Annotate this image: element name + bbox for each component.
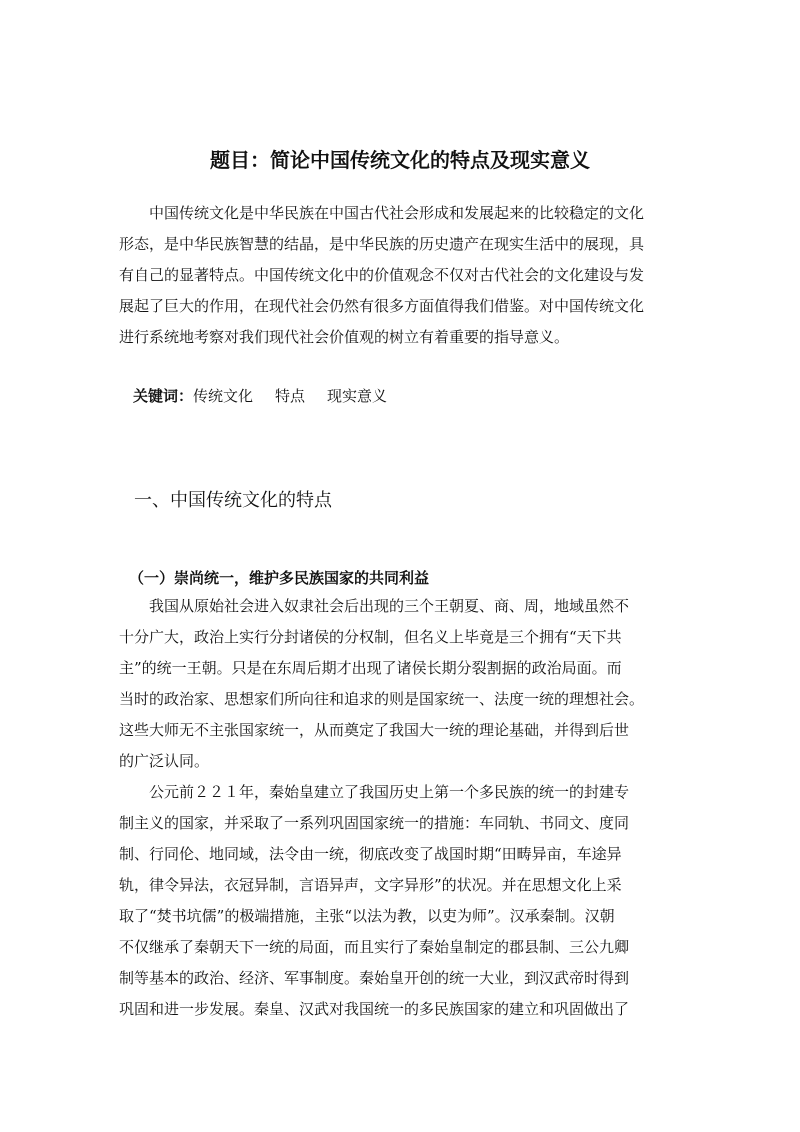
- body-line: 的广泛认同。: [119, 752, 210, 770]
- body-line: 制主义的国家，并采取了一系列巩固国家统一的措施：车同轨、书同文、度同: [119, 814, 630, 832]
- keyword-item: 特点: [275, 387, 306, 405]
- body-line: 这些大师无不主张国家统一，从而奠定了我国大一统的理论基础，并得到后世: [119, 721, 630, 739]
- abstract-line: 中国传统文化是中华民族在中国古代社会形成和发展起来的比较稳定的文化: [149, 204, 645, 222]
- body-line: 公元前２２１年，秦始皇建立了我国历史上第一个多民族的统一的封建专: [149, 783, 630, 801]
- body-line: 制等基本的政治、经济、军事制度。秦始皇开创的统一大业，到汉武帝时得到: [119, 969, 630, 987]
- keywords-line: [133, 384, 409, 408]
- body-line: 当时的政治家、思想家们所向往和追求的则是国家统一、法度一统的理想社会。: [119, 690, 645, 708]
- abstract-line: 有自己的显著特点。中国传统文化中的价值观念不仅对古代社会的文化建设与发: [119, 266, 645, 284]
- body-line: 制、行同伦、地同域，法令由一统，彻底改变了战国时期“田畴异亩，车途异: [119, 845, 622, 863]
- body-line: 不仅继承了秦朝天下一统的局面，而且实行了秦始皇制定的郡县制、三公九卿: [119, 938, 630, 956]
- document-title: 题目：简论中国传统文化的特点及现实意义: [210, 148, 590, 172]
- body-line: 我国从原始社会进入奴隶社会后出现的三个王朝夏、商、周，地域虽然不: [149, 597, 630, 615]
- body-paragraph-2: [119, 777, 685, 1025]
- abstract-line: 展起了巨大的作用，在现代社会仍然有很多方面值得我们借鉴。对中国传统文化: [119, 297, 645, 315]
- body-line: 十分广大，政治上实行分封诸侯的分权制，但名义上毕竟是三个拥有“天下共: [119, 628, 622, 646]
- body-line: 轨，律令异法，衣冠异制，言语异声，文字异形”的状况。并在思想文化上采: [119, 876, 622, 894]
- abstract-line: 进行系统地考察对我们现代社会价值观的树立有着重要的指导意义。: [119, 328, 570, 346]
- keyword-item: 现实意义: [327, 387, 388, 405]
- section-heading: 一、中国传统文化的特点: [134, 490, 332, 511]
- abstract-line: 形态，是中华民族智慧的结晶，是中华民族的历史遗产在现实生活中的展现，具: [119, 235, 645, 253]
- body-paragraph-1: [119, 591, 685, 777]
- body-line: 取了“焚书坑儒”的极端措施，主张“以法为教，以吏为师”。汉承秦制。汉朝: [119, 907, 615, 925]
- body-line: 巩固和进一步发展。秦皇、汉武对我国统一的多民族国家的建立和巩固做出了: [119, 1000, 630, 1018]
- body-line: 主”的统一王朝。只是在东周后期才出现了诸侯长期分裂割据的政治局面。而: [119, 659, 622, 677]
- abstract-paragraph: [119, 198, 685, 353]
- subsection-heading: （一）崇尚统一，维护多民族国家的共同利益: [129, 569, 430, 587]
- keyword-item: 传统文化: [193, 387, 254, 405]
- keywords-label: 关键词：: [133, 387, 194, 405]
